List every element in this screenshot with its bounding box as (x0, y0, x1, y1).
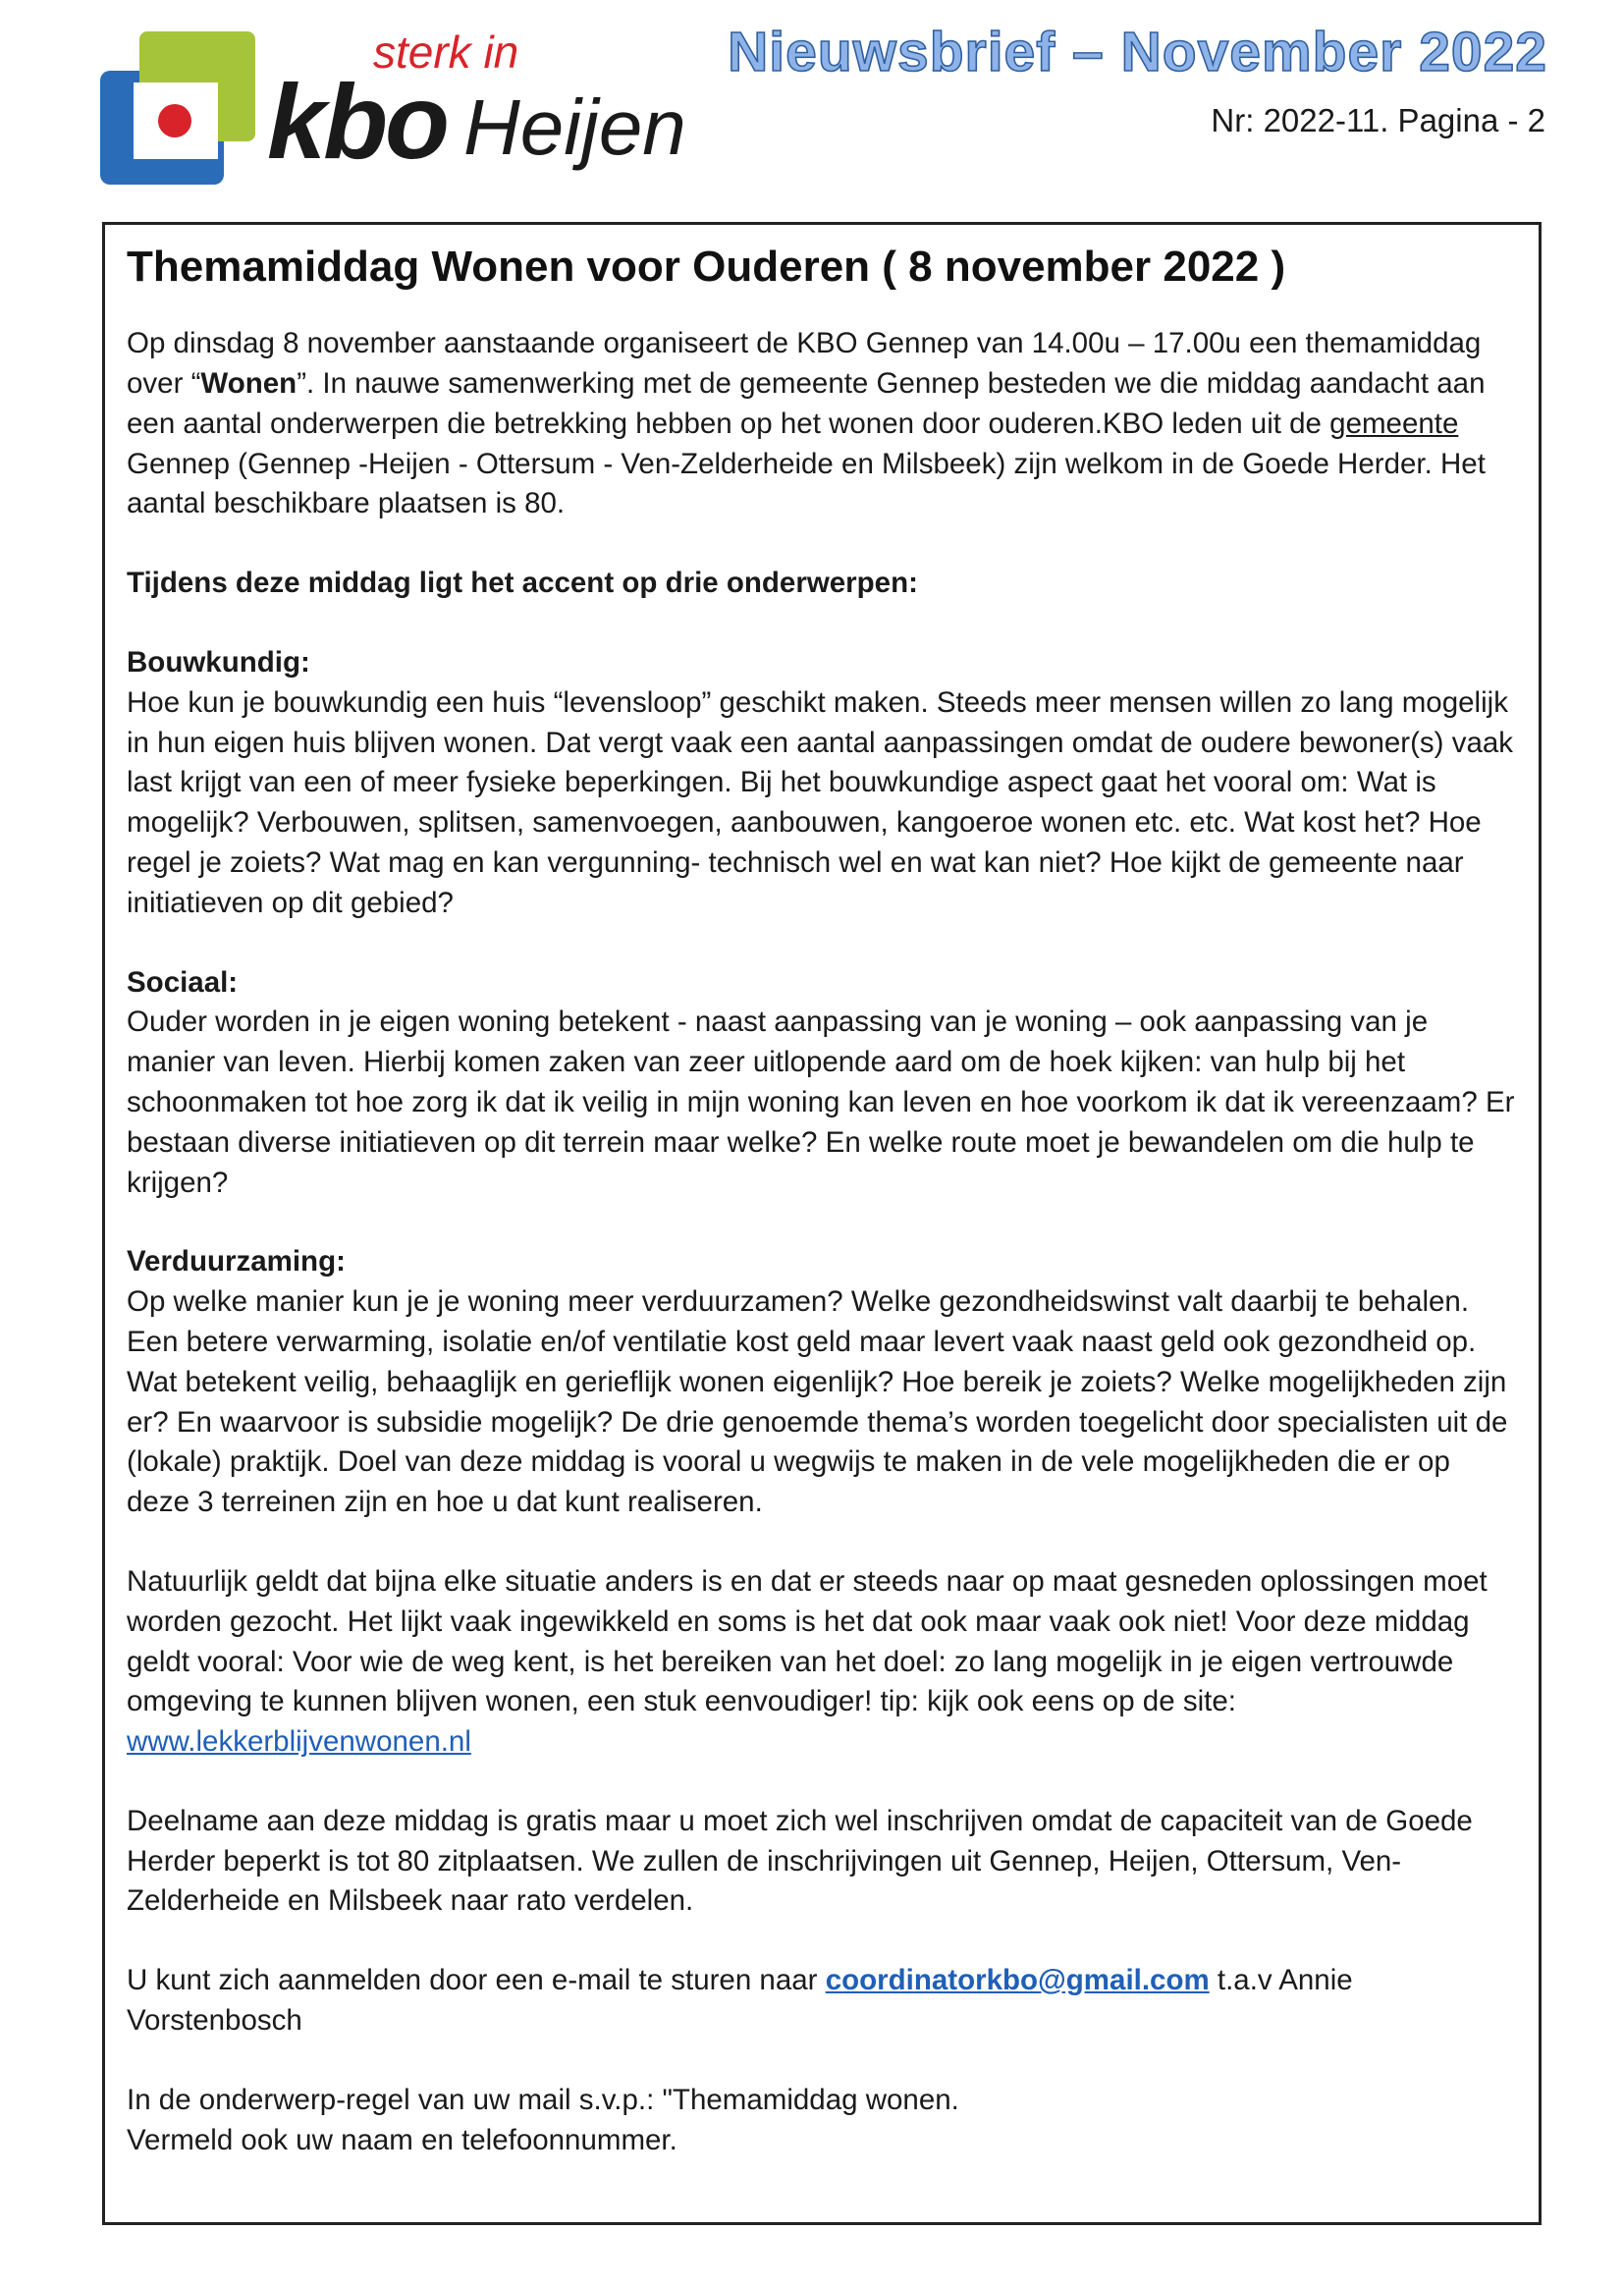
section-text: Hoe kun je bouwkundig een huis “levensloop” geschikt maken. Steeds meer mensen willen zo lang mogelijk in hun eigen huis blijven wonen. Dat vergt vaak een aantal aanpassingen omdat de oudere bewoner(s) vaak last krijgt van een of meer fysieke beperkingen. Bij het bouwkundige aspect gaat het vooral om: Wat is mogelijk? Verbouwen, splitsen, samenvoegen, aanbouwen, kangoeroe wonen etc. etc. Wat kost het? Hoe regel je zoiets? Wat mag en kan vergunning- technisch wel en wat kan niet? Hoe kijkt de gemeente naar initiatieven op dit gebied? (127, 685, 1514, 919)
website-link[interactable]: www.lekkerblijvenwonen.nl (127, 1725, 471, 1759)
logo-tagline: sterk in (373, 27, 519, 78)
issue-page-number: Nr: 2022-11. Pagina - 2 (1211, 102, 1545, 138)
section-text: Op welke manier kun je je woning meer verduurzamen? Welke gezondheidswinst valt daarbij te behalen. Een betere verwarming, isolatie en/of ventilatie kost geld maar levert vaak naast geld ook gezondheid op. Wat betekent veilig, behaaglijk en gerieflijk wonen eigenlijk? Hoe bereik je zoiets? Welke mogelijkheden zijn er? En waarvoor is subsidie mogelijk? De drie genoemde thema’s worden toegelicht door specialisten uit de (lokale) praktijk. Doel van deze middag is vooral u wegwijs te maken in de vele mogelijkheden die er op deze 3 terreinen zijn en hoe u dat kunt realiseren. (127, 1285, 1508, 1519)
focus-heading: Tijdens deze middag ligt het accent op drie onderwerpen: (127, 567, 918, 600)
section-heading: Verduurzaming: (127, 1245, 346, 1279)
newsletter-title: Nieuwsbrief – November 2022 (728, 21, 1547, 83)
section-heading: Sociaal: (127, 965, 239, 999)
mention-instructions: Vermeld ook uw naam en telefoonnummer. (127, 2123, 677, 2156)
section-bouwkundig (127, 643, 1517, 924)
signup-paragraph: U kunt zich aanmelden door een e-mail te sturen naar coordinatorkbo@gmail.com t.a.v Annie Vorstenbosch (127, 1964, 1353, 2038)
closing-paragraph: Natuurlijk geldt dat bijna elke situatie anders is en dat er steeds naar op maat gesneden oplossingen moet worden gezocht. Het lijkt vaak ingewikkeld en soms is het dat ook maar vaak ook niet! Voor deze middag geldt vooral: Voor wie de weg kent, is het bereiken van het doel: zo lang mogelijk in je eigen vertrouwde omgeving te kunnen blijven wonen, een stuk eenvoudiger! tip: kijk ook eens op de site: www.lekkerblijvenwonen.nl (127, 1564, 1488, 1759)
section-text: Ouder worden in je eigen woning betekent - naast aanpassing van je woning – ook aanpassing van je manier van leven. Hierbij komen zaken van zeer uitlopende aard om de hoek kijken: van hulp bij het schoonmaken tot hoe zorg ik dat ik veilig in mijn woning kan leven en hoe voorkom ik dat ik vereenzaam? Er bestaan diverse initiatieven op dit terrein maar welke? En welke route moet je bewandelen om die hulp te krijgen? (127, 1006, 1515, 1199)
article-box (102, 222, 1542, 2225)
logo-name: kbo (267, 62, 448, 181)
intro-emphasis: Wonen (200, 366, 298, 400)
logo-place: Heijen (463, 83, 686, 171)
email-link[interactable]: coordinatorkbo@gmail.com (825, 1964, 1210, 1997)
section-verduurzaming (127, 1242, 1517, 1523)
kbo-logo-mark-icon (98, 27, 255, 185)
intro-underlined-word: gemeente (1329, 407, 1459, 440)
section-heading: Bouwkundig: (127, 645, 310, 679)
kbo-logo (98, 27, 687, 185)
participation-paragraph: Deelname aan deze middag is gratis maar u moet zich wel inschrijven omdat de capaciteit van de Goede Herder beperkt is tot 80 zitplaatsen. We zullen de inschrijvingen uit Gennep, Heijen, Ottersum, Ven-Zelderheide en Milsbeek naar rato verdelen. (127, 1804, 1473, 1918)
article-title: Themamiddag Wonen voor Ouderen ( 8 november 2022 ) (127, 243, 1286, 291)
section-sociaal (127, 963, 1517, 1204)
intro-paragraph: Op dinsdag 8 november aanstaande organiseert de KBO Gennep van 14.00u – 17.00u een themamiddag over “Wonen”. In nauwe samenwerking met de gemeente Gennep besteden we die middag aandacht aan een aantal onderwerpen die betrekking hebben op het wonen door ouderen.KBO leden uit de gemeente Gennep (Gennep -Heijen - Ottersum - Ven-Zelderheide en Milsbeek) zijn welkom in de Goede Herder. Het aantal beschikbare plaatsen is 80. (127, 327, 1486, 520)
subject-instructions: In de onderwerp-regel van uw mail s.v.p.: "Themamiddag wonen. Vermeld ook uw naam en telefoonnummer. (127, 2083, 959, 2156)
